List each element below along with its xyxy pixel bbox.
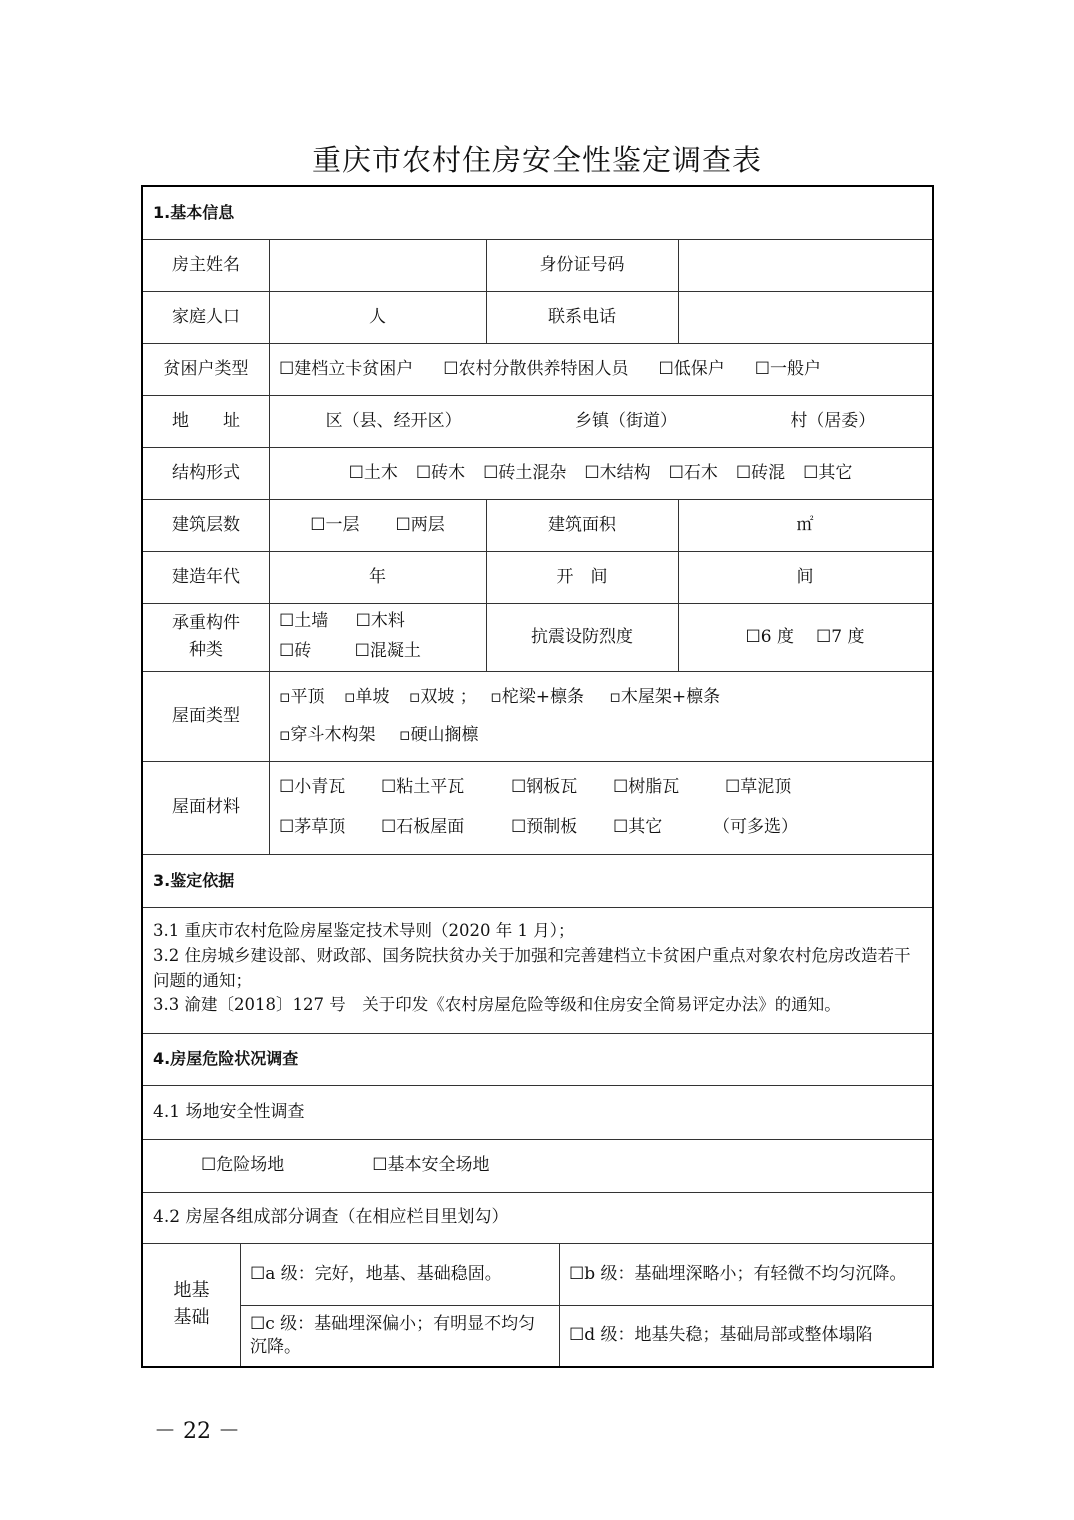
site-safety-heading: 4.1 场地安全性调查 — [153, 1101, 305, 1122]
section-hazard-survey: 4.房屋危险状况调查 — [153, 1049, 299, 1069]
roof-type-options — [269, 671, 932, 761]
basis-item-1: 3.1 重庆市农村危险房屋鉴定技术导则（2020 年 1 月）； — [153, 921, 575, 940]
option-load-brick[interactable]: ☐砖 — [279, 641, 312, 661]
foundation-label — [143, 1243, 240, 1366]
option-structure-mixed[interactable]: ☐砖土混杂 — [483, 462, 567, 483]
bays-field[interactable]: 间 — [796, 566, 814, 587]
option-seismic-6[interactable]: ☐6 度 — [745, 626, 794, 647]
roof-material-options — [269, 761, 932, 854]
load-bearing-options — [269, 603, 486, 671]
option-mat-thatch[interactable]: ☐茅草顶 — [279, 816, 346, 837]
address-field[interactable] — [269, 395, 932, 447]
roof-type-label: 屋面类型 — [172, 705, 240, 726]
family-size-label: 家庭人口 — [172, 306, 240, 327]
multi-select-note: （可多选） — [713, 816, 798, 837]
load-bearing-label — [143, 603, 269, 671]
section-basic-info: 1.基本信息 — [153, 203, 235, 223]
option-roof-truss-purlin[interactable]: ▫木屋架+檩条 — [609, 686, 721, 707]
phone-field[interactable] — [678, 291, 932, 343]
id-number-label: 身份证号码 — [539, 254, 625, 275]
option-load-concrete[interactable]: ☐混凝土 — [354, 641, 421, 661]
option-structure-brick-concrete[interactable]: ☐砖混 — [735, 462, 786, 483]
foundation-label-line2: 基础 — [173, 1306, 210, 1328]
document-title: 重庆市农村住房安全性鉴定调查表 — [311, 143, 762, 177]
option-roof-single-slope[interactable]: ▫单坡 — [343, 686, 390, 707]
page-number: － 22 － — [154, 1419, 240, 1444]
option-roof-flat[interactable]: ▫平顶 — [279, 686, 325, 707]
option-structure-earth-wood[interactable]: ☐土木 — [348, 462, 398, 483]
floors-options — [269, 499, 486, 551]
build-year-label: 建造年代 — [172, 566, 240, 587]
area-field[interactable]: ㎡ — [796, 514, 814, 535]
option-site-safe[interactable]: ☐基本安全场地 — [372, 1155, 490, 1176]
basis-item-2: 3.2 住房城乡建设部、财政部、国务院扶贫办关于加强和完善建档立卡贫困户重点对象农村危房改造若干问题的通知； — [153, 945, 911, 990]
seismic-options — [678, 603, 932, 671]
structure-label: 结构形式 — [172, 462, 240, 483]
option-roof-double-slope[interactable]: ▫双坡 ； — [408, 686, 477, 707]
option-load-earth-wall[interactable]: ☐土墙 — [279, 611, 329, 632]
option-poverty-lowincome[interactable]: ☐低保户 — [658, 358, 725, 379]
seismic-label: 抗震设防烈度 — [531, 626, 633, 647]
survey-form — [141, 185, 934, 1368]
option-mat-clay-tile[interactable]: ☐粘土平瓦 — [381, 777, 465, 798]
floors-label: 建筑层数 — [172, 514, 240, 535]
option-floors-two[interactable]: ☐两层 — [395, 514, 445, 535]
grade-b-option[interactable]: ☐b 级：基础埋深略小；有轻微不均匀沉降。 — [569, 1263, 907, 1284]
owner-name-field[interactable] — [269, 239, 486, 291]
option-poverty-registered[interactable]: ☐建档立卡贫困户 — [279, 358, 414, 379]
option-structure-brick-wood[interactable]: ☐砖木 — [415, 462, 466, 483]
option-floors-one[interactable]: ☐一层 — [310, 514, 360, 535]
option-roof-gable-purlin[interactable]: ▫硬山搁檩 — [398, 725, 479, 745]
option-roof-chuandou[interactable]: ▫穿斗木构架 — [279, 725, 376, 745]
option-poverty-general[interactable]: ☐一般户 — [754, 358, 821, 379]
address-label: 地 址 — [172, 410, 240, 431]
load-bearing-label-line1: 承重构件 — [172, 612, 240, 633]
owner-name-label: 房主姓名 — [172, 254, 240, 275]
option-structure-other[interactable]: ☐其它 — [803, 462, 853, 483]
basis-list — [143, 907, 932, 1033]
option-mat-slate[interactable]: ☐石板屋面 — [381, 816, 465, 837]
option-roof-beam-purlin[interactable]: ▫柁梁+檩条 — [490, 686, 584, 707]
bays-label: 开 间 — [556, 566, 608, 587]
load-bearing-label-line2: 种类 — [189, 640, 223, 660]
option-mat-resin-tile[interactable]: ☐树脂瓦 — [613, 777, 680, 798]
area-label: 建筑面积 — [548, 514, 616, 535]
option-structure-stone-wood[interactable]: ☐石木 — [668, 462, 718, 483]
poverty-type-options — [269, 343, 932, 395]
option-structure-wood[interactable]: ☐木结构 — [584, 462, 651, 483]
roof-material-label: 屋面材料 — [172, 797, 240, 818]
build-year-field[interactable]: 年 — [369, 566, 386, 587]
components-heading: 4.2 房屋各组成部分调查（在相应栏目里划勾） — [153, 1207, 509, 1228]
option-site-dangerous[interactable]: ☐危险场地 — [201, 1155, 285, 1176]
grade-a-option[interactable]: ☐a 级：完好，地基、基础稳固。 — [250, 1263, 502, 1284]
foundation-label-line1: 地基 — [173, 1280, 210, 1302]
option-mat-mud-roof[interactable]: ☐草泥顶 — [725, 777, 792, 798]
grade-d-option[interactable]: ☐d 级：地基失稳；基础局部或整体塌陷 — [569, 1325, 873, 1346]
poverty-type-label: 贫困户类型 — [163, 358, 249, 379]
grade-c-option[interactable]: ☐c 级：基础埋深偏小；有明显不均匀沉降。 — [250, 1313, 536, 1357]
address-town: 乡镇（街道） — [574, 410, 677, 431]
id-number-field[interactable] — [678, 239, 932, 291]
option-mat-other[interactable]: ☐其它 — [613, 816, 663, 837]
option-load-timber[interactable]: ☐木料 — [355, 611, 405, 632]
family-size-field[interactable]: 人 — [369, 306, 386, 327]
option-mat-steel-tile[interactable]: ☐钢板瓦 — [511, 777, 578, 798]
basis-item-3: 3.3 渝建〔2018〕127 号 关于印发《农村房屋危险等级和住房安全简易评定办法》的通知。 — [153, 995, 841, 1015]
option-seismic-7[interactable]: ☐7 度 — [816, 626, 865, 647]
section-basis: 3.鉴定依据 — [153, 870, 235, 890]
option-poverty-special[interactable]: ☐农村分散供养特困人员 — [443, 358, 629, 379]
site-safety-options — [143, 1139, 932, 1192]
address-district: 区（县、经开区） — [325, 410, 462, 431]
phone-label: 联系电话 — [548, 306, 616, 327]
option-mat-precast[interactable]: ☐预制板 — [511, 816, 578, 837]
address-village: 村（居委） — [790, 410, 876, 431]
option-mat-small-tile[interactable]: ☐小青瓦 — [279, 777, 346, 798]
structure-options — [269, 447, 932, 499]
